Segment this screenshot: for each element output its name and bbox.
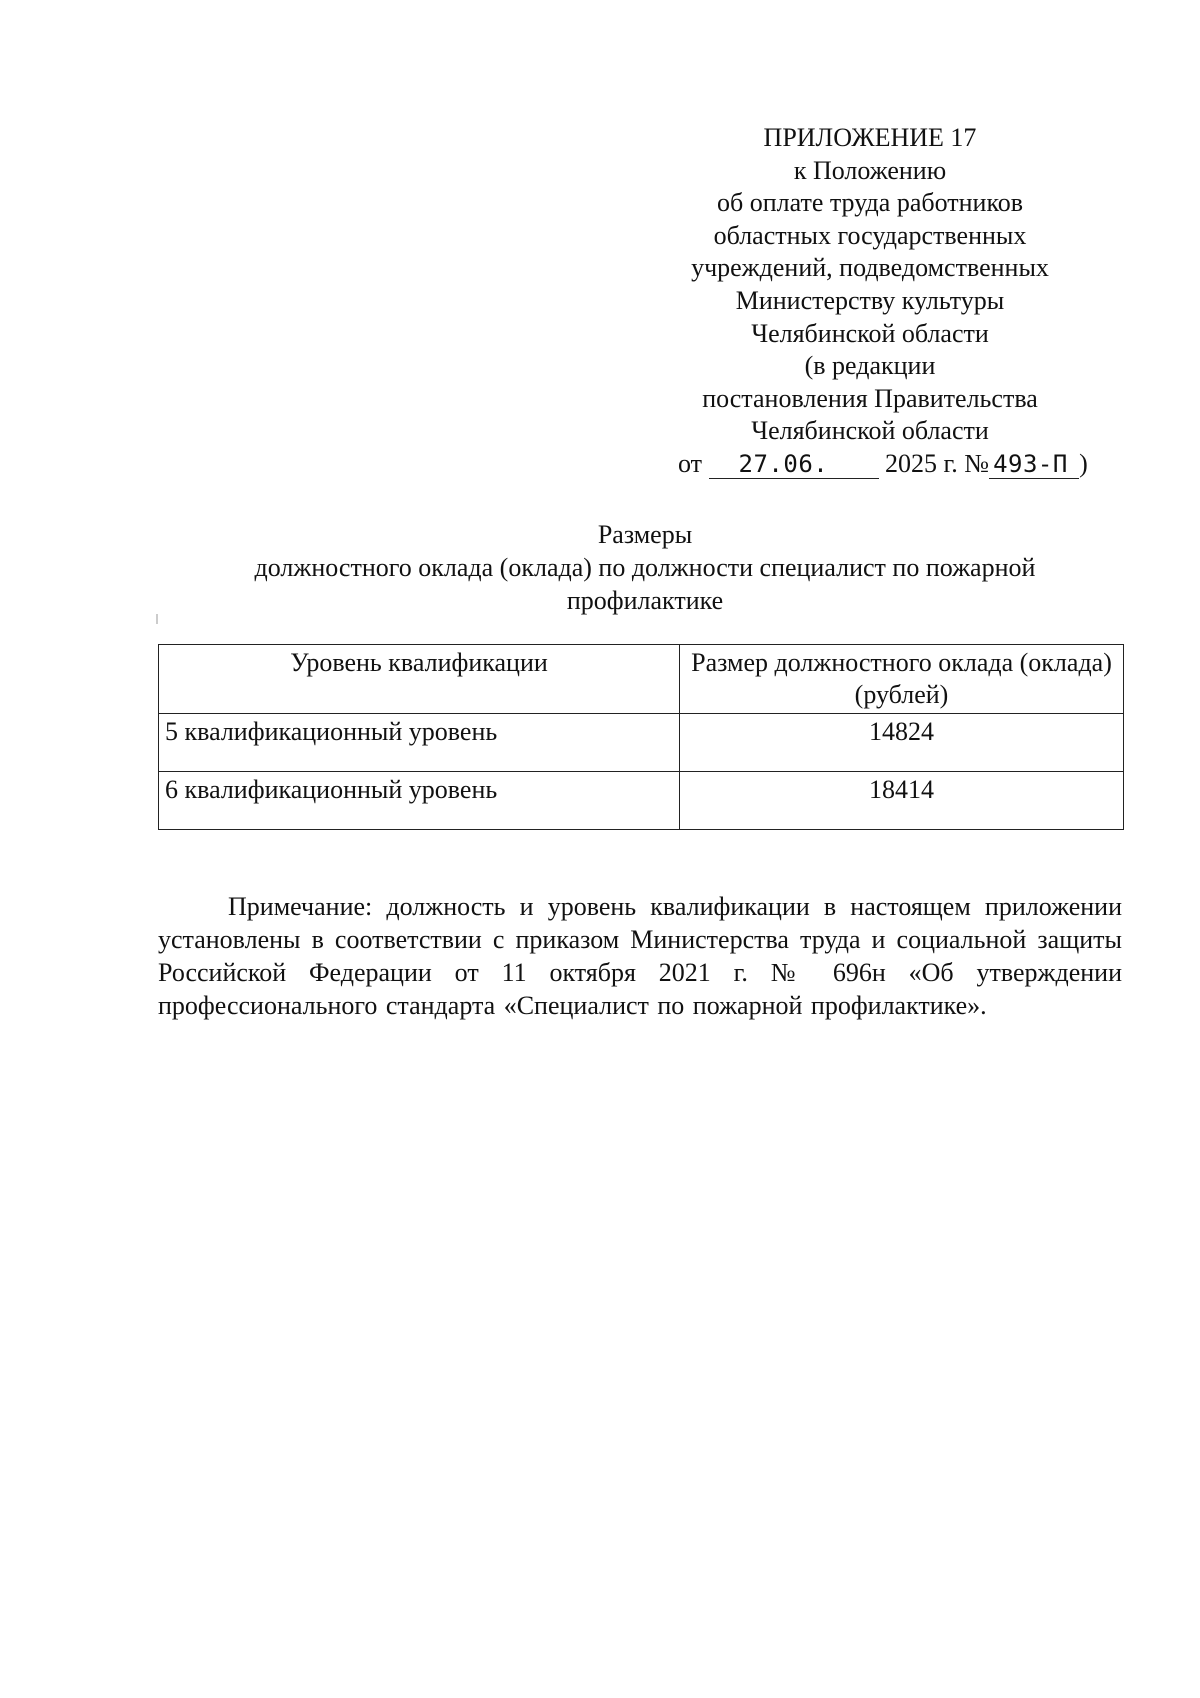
column-header-level: Уровень квалификации [159, 645, 680, 714]
resolution-date-line [678, 448, 1118, 480]
document-title [150, 518, 1140, 617]
title-line-1: Размеры [597, 520, 693, 549]
note-paragraph: Примечание: должность и уровень квалификации в настоящем приложении установлены в соответствии с приказом Министерства труда и социальной защиты Российской Федерации от 11 октября 2021 г. № 696н «Об утверждении профессионального стандарта «Специалист по пожарной профилактике». [158, 892, 1122, 1020]
table-row [159, 772, 1124, 830]
date-prefix: от [678, 449, 703, 478]
header-line: Министерству культуры [735, 285, 1005, 315]
appendix-header [640, 122, 1100, 448]
header-line: областных государственных [713, 220, 1027, 250]
qualification-level-cell: 6 квалификационный уровень [159, 772, 680, 830]
appendix-number: ПРИЛОЖЕНИЕ 17 [763, 123, 977, 152]
header-line: учреждений, подведомственных [691, 253, 1049, 283]
qualification-level-cell: 5 квалификационный уровень [159, 714, 680, 772]
header-line: к Положению [793, 155, 947, 185]
closing-paren: ) [1079, 449, 1088, 478]
scan-artifact [156, 614, 158, 624]
number-field: 493-П [989, 450, 1079, 479]
header-line: Челябинской области [751, 318, 989, 348]
header-line: постановления Правительства [702, 383, 1038, 413]
table-row [159, 714, 1124, 772]
header-line: (в редакции [804, 351, 936, 381]
date-field: 27.06. [709, 450, 879, 479]
salary-value-cell: 14824 [680, 714, 1124, 772]
salary-table [158, 644, 1124, 830]
year-text: 2025 г. № [885, 449, 990, 478]
title-line-2: должностного оклада (оклада) по должности специалист по пожарной [254, 553, 1036, 582]
header-line: Челябинской области [751, 416, 989, 446]
header-line: об оплате труда работников [716, 188, 1024, 218]
column-header-salary: Размер должностного оклада (оклада) (рублей) [680, 645, 1124, 714]
salary-value-cell: 18414 [680, 772, 1124, 830]
table-header-row [159, 645, 1124, 714]
title-line-3: профилактике [566, 586, 724, 615]
